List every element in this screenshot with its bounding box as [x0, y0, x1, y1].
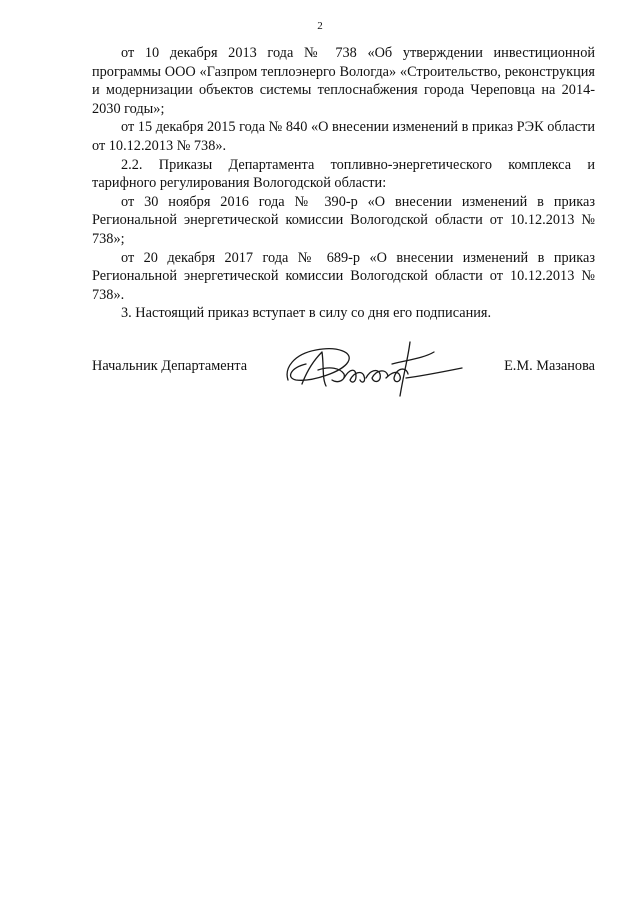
paragraph-section-3: 3. Настоящий приказ вступает в силу со дня его подписания.	[121, 305, 492, 322]
signatory-position: Начальник Департамента	[92, 358, 248, 374]
paragraph-order-738: от 10 декабря 2013 года № 738 «Об утверждении инвестиционной программы ООО «Газпром теплоэнерго Вологда» «Строительство, реконструкция и модернизации объектов системы теплоснабжения города Череповца на 2014-2030 годы»;	[92, 45, 595, 117]
paragraph-order-390: от 30 ноября 2016 года № 390-р «О внесении изменений в приказ Региональной энергетической комиссии Вологодской области от 10.12.2013 № 738»;	[92, 193, 595, 247]
page-number: 2	[317, 20, 323, 32]
paragraph-order-689: от 20 декабря 2017 года № 689-р «О внесении изменений в приказ Региональной энергетической комиссии Вологодской области от 10.12.2013 № 738».	[92, 249, 595, 303]
signatory-name: Е.М. Мазанова	[504, 358, 595, 374]
paragraph-order-840: от 15 декабря 2015 года № 840 «О внесении изменений в приказ РЭК области от 10.12.2013 № 738».	[92, 119, 595, 154]
signature-icon	[282, 338, 467, 398]
paragraph-section-2-2: 2.2. Приказы Департамента топливно-энергетического комплекса и тарифного регулирования Вологодской области:	[92, 156, 595, 192]
document-body	[92, 44, 595, 323]
signature-block	[92, 346, 595, 406]
